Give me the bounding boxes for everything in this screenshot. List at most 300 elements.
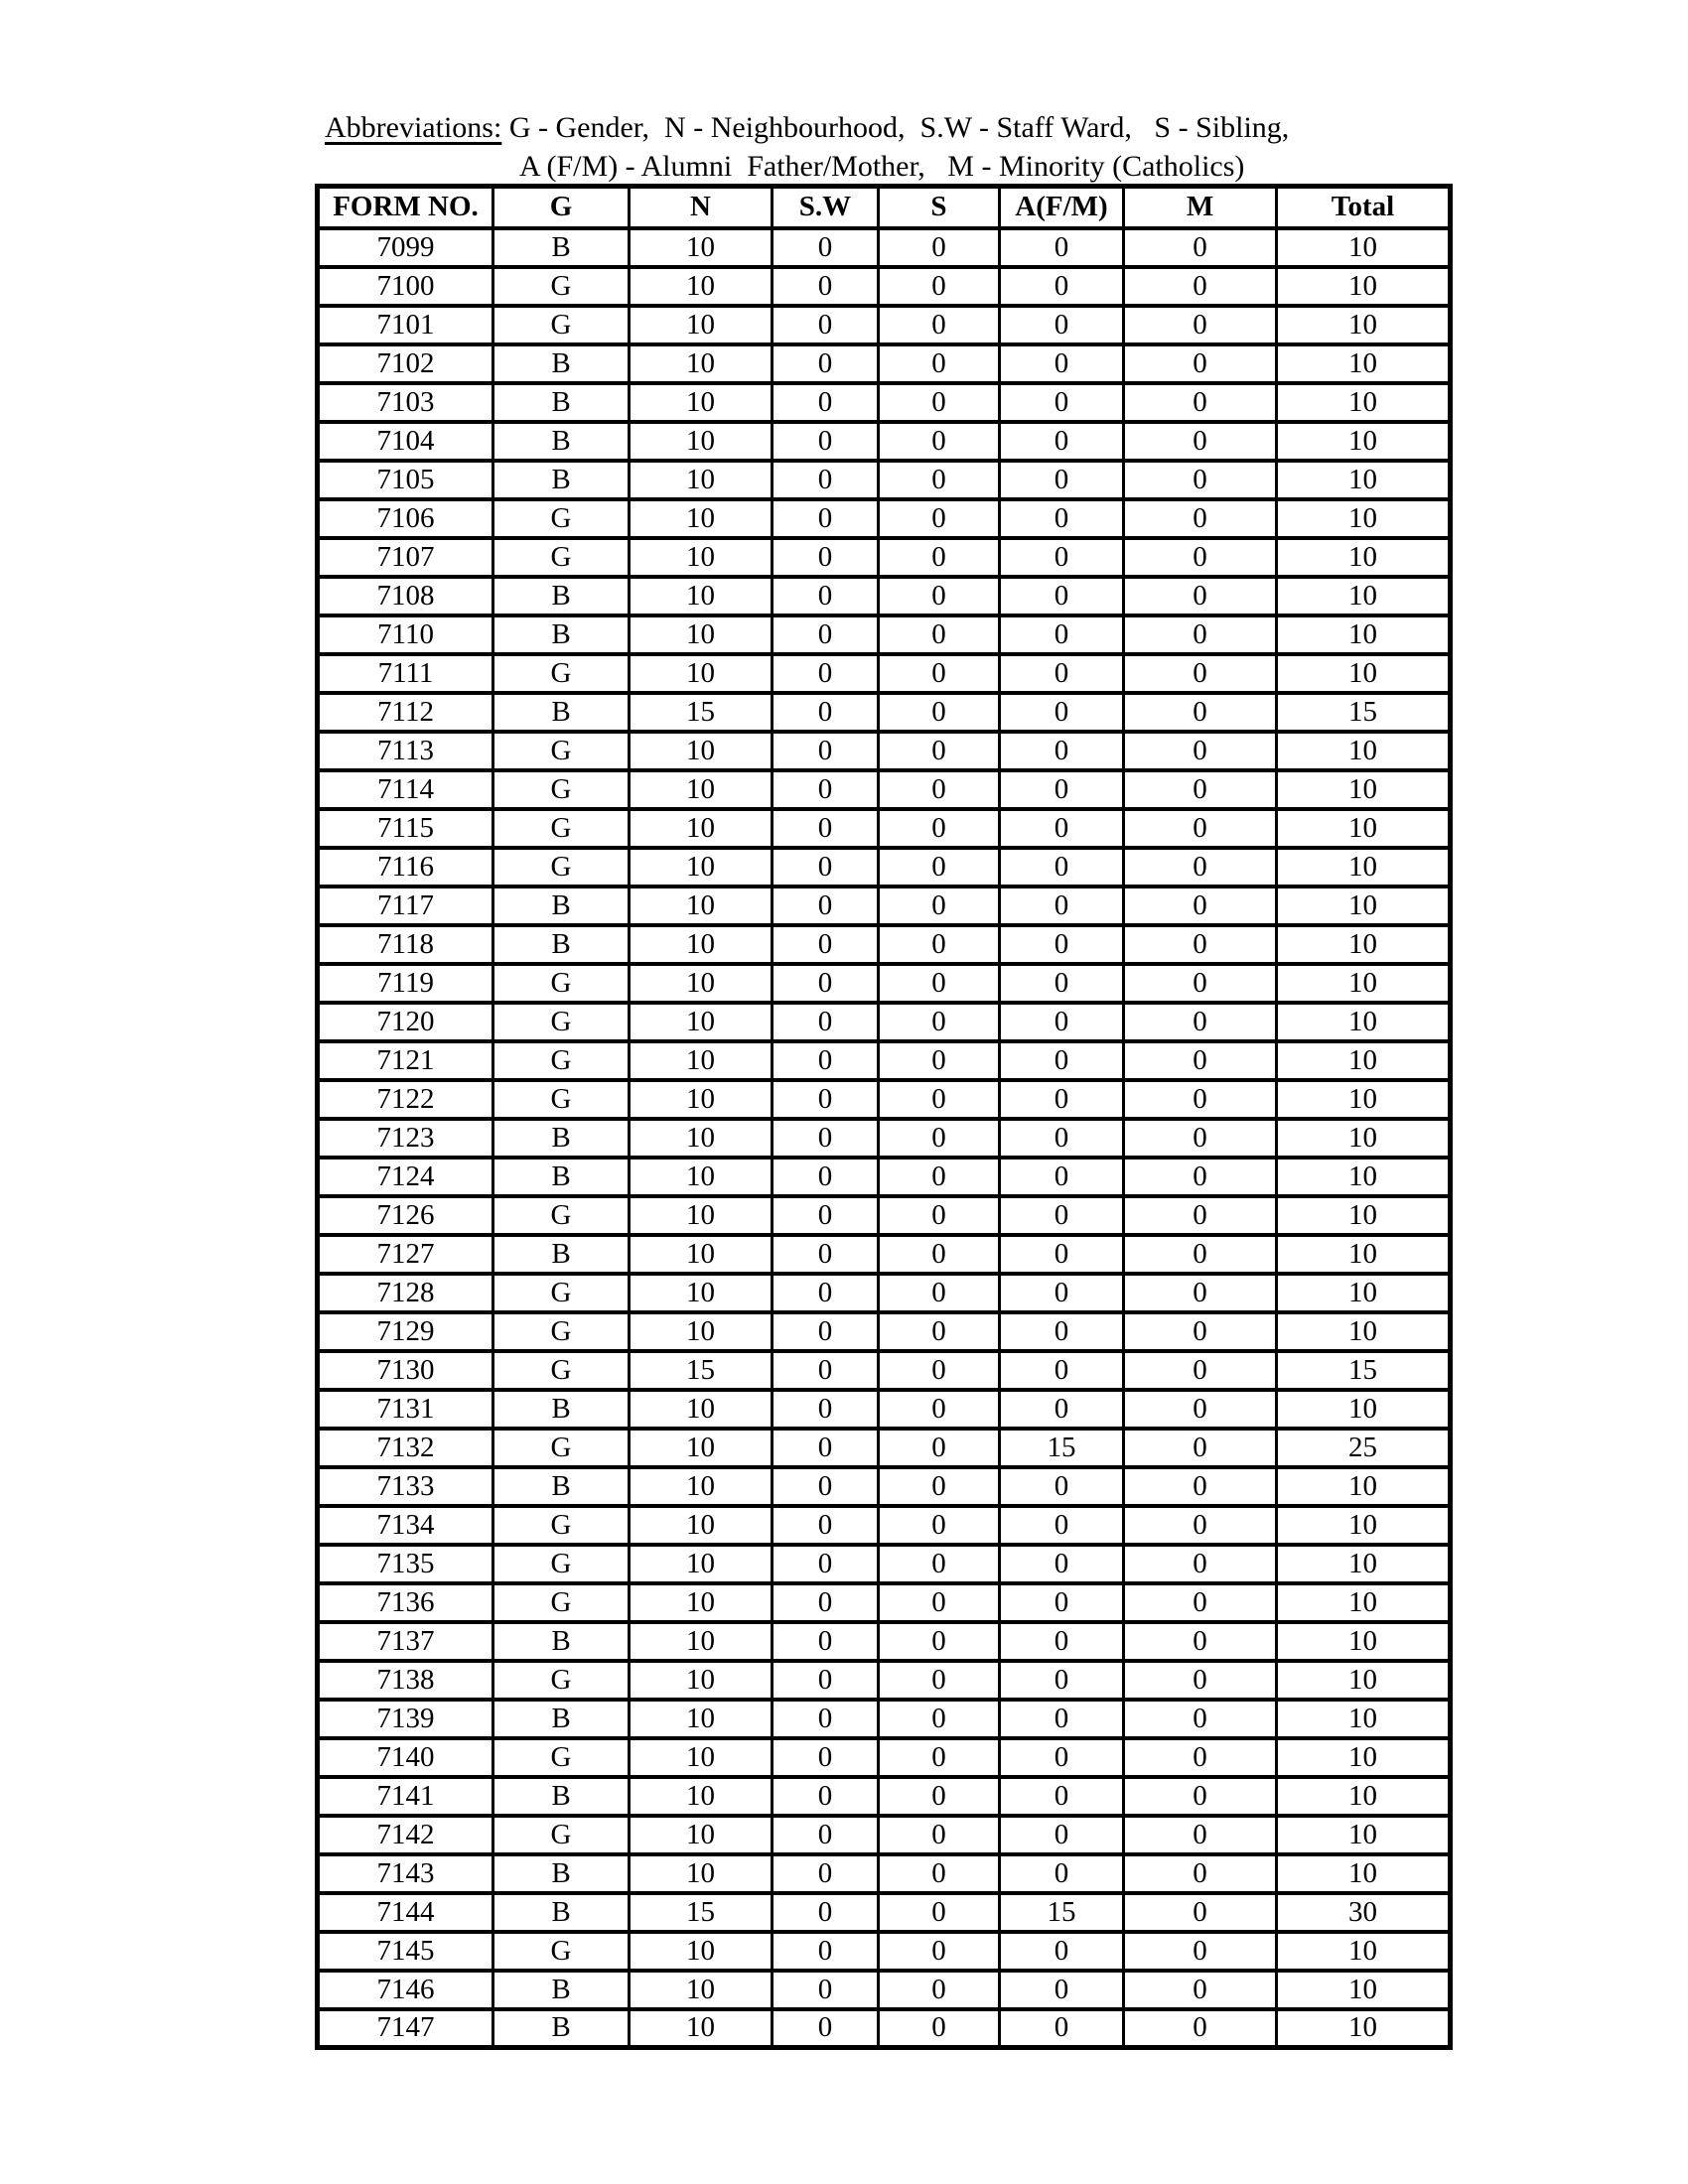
gender-cell: G xyxy=(493,1506,630,1545)
neighbourhood-cell: 10 xyxy=(630,1738,773,1777)
table-row xyxy=(318,1738,1451,1777)
neighbourhood-cell: 15 xyxy=(630,1893,773,1932)
total-cell: 10 xyxy=(1277,344,1451,383)
staff-ward-cell: 0 xyxy=(773,1816,879,1854)
form-no-cell: 7107 xyxy=(318,538,493,577)
sibling-cell: 0 xyxy=(879,344,1000,383)
sibling-cell: 0 xyxy=(879,1777,1000,1816)
alumni-fm-cell: 0 xyxy=(1000,1700,1124,1738)
staff-ward-cell: 0 xyxy=(773,1080,879,1119)
staff-ward-cell: 0 xyxy=(773,615,879,654)
alumni-fm-cell: 0 xyxy=(1000,267,1124,306)
total-cell: 10 xyxy=(1277,1661,1451,1700)
staff-ward-cell: 0 xyxy=(773,228,879,267)
staff-ward-cell: 0 xyxy=(773,1738,879,1777)
staff-ward-cell: 0 xyxy=(773,848,879,887)
table-row xyxy=(318,1080,1451,1119)
sibling-cell: 0 xyxy=(879,848,1000,887)
total-cell: 10 xyxy=(1277,1235,1451,1274)
staff-ward-cell: 0 xyxy=(773,1467,879,1506)
minority-cell: 0 xyxy=(1124,615,1277,654)
sibling-cell: 0 xyxy=(879,964,1000,1003)
total-cell: 10 xyxy=(1277,732,1451,770)
form-no-cell: 7128 xyxy=(318,1274,493,1312)
form-no-cell: 7131 xyxy=(318,1390,493,1429)
sibling-cell: 0 xyxy=(879,2009,1000,2048)
table-row xyxy=(318,1274,1451,1312)
total-cell: 10 xyxy=(1277,887,1451,925)
total-cell: 10 xyxy=(1277,964,1451,1003)
table-row xyxy=(318,770,1451,809)
total-cell: 10 xyxy=(1277,1467,1451,1506)
alumni-fm-cell: 0 xyxy=(1000,1622,1124,1661)
gender-cell: B xyxy=(493,383,630,422)
gender-cell: G xyxy=(493,1661,630,1700)
sibling-cell: 0 xyxy=(879,422,1000,461)
minority-cell: 0 xyxy=(1124,1312,1277,1351)
staff-ward-cell: 0 xyxy=(773,654,879,693)
neighbourhood-cell: 10 xyxy=(630,1854,773,1893)
minority-cell: 0 xyxy=(1124,1816,1277,1854)
form-no-cell: 7142 xyxy=(318,1816,493,1854)
sibling-cell: 0 xyxy=(879,267,1000,306)
total-cell: 10 xyxy=(1277,925,1451,964)
total-cell: 10 xyxy=(1277,306,1451,344)
alumni-fm-cell: 0 xyxy=(1000,422,1124,461)
sibling-cell: 0 xyxy=(879,1080,1000,1119)
minority-cell: 0 xyxy=(1124,1274,1277,1312)
column-header-total: Total xyxy=(1277,187,1451,228)
staff-ward-cell: 0 xyxy=(773,1777,879,1816)
minority-cell: 0 xyxy=(1124,1738,1277,1777)
staff-ward-cell: 0 xyxy=(773,267,879,306)
staff-ward-cell: 0 xyxy=(773,1583,879,1622)
minority-cell: 0 xyxy=(1124,1583,1277,1622)
total-cell: 10 xyxy=(1277,1622,1451,1661)
alumni-fm-cell: 0 xyxy=(1000,1545,1124,1583)
neighbourhood-cell: 10 xyxy=(630,1080,773,1119)
neighbourhood-cell: 10 xyxy=(630,809,773,848)
form-no-cell: 7103 xyxy=(318,383,493,422)
staff-ward-cell: 0 xyxy=(773,1429,879,1467)
sibling-cell: 0 xyxy=(879,1429,1000,1467)
table-row xyxy=(318,1196,1451,1235)
total-cell: 10 xyxy=(1277,1971,1451,2009)
sibling-cell: 0 xyxy=(879,615,1000,654)
minority-cell: 0 xyxy=(1124,1351,1277,1390)
alumni-fm-cell: 0 xyxy=(1000,1506,1124,1545)
sibling-cell: 0 xyxy=(879,887,1000,925)
alumni-fm-cell: 0 xyxy=(1000,809,1124,848)
alumni-fm-cell: 0 xyxy=(1000,306,1124,344)
staff-ward-cell: 0 xyxy=(773,461,879,499)
alumni-fm-cell: 0 xyxy=(1000,1312,1124,1351)
gender-cell: B xyxy=(493,1854,630,1893)
neighbourhood-cell: 10 xyxy=(630,228,773,267)
gender-cell: G xyxy=(493,1080,630,1119)
gender-cell: G xyxy=(493,848,630,887)
total-cell: 10 xyxy=(1277,538,1451,577)
alumni-fm-cell: 0 xyxy=(1000,499,1124,538)
form-no-cell: 7106 xyxy=(318,499,493,538)
alumni-fm-cell: 0 xyxy=(1000,1816,1124,1854)
neighbourhood-cell: 10 xyxy=(630,538,773,577)
sibling-cell: 0 xyxy=(879,1041,1000,1080)
staff-ward-cell: 0 xyxy=(773,1622,879,1661)
minority-cell: 0 xyxy=(1124,383,1277,422)
table-row xyxy=(318,1661,1451,1700)
table-row xyxy=(318,1041,1451,1080)
neighbourhood-cell: 10 xyxy=(630,1622,773,1661)
staff-ward-cell: 0 xyxy=(773,1661,879,1700)
table-row xyxy=(318,1816,1451,1854)
table-row xyxy=(318,383,1451,422)
total-cell: 15 xyxy=(1277,1351,1451,1390)
minority-cell: 0 xyxy=(1124,1854,1277,1893)
table-row xyxy=(318,887,1451,925)
gender-cell: G xyxy=(493,1932,630,1971)
neighbourhood-cell: 10 xyxy=(630,422,773,461)
alumni-fm-cell: 0 xyxy=(1000,1158,1124,1196)
column-header-neighbourhood: N xyxy=(630,187,773,228)
table-row xyxy=(318,1119,1451,1158)
table-row xyxy=(318,1971,1451,2009)
alumni-fm-cell: 0 xyxy=(1000,1119,1124,1158)
gender-cell: B xyxy=(493,1622,630,1661)
form-no-cell: 7117 xyxy=(318,887,493,925)
neighbourhood-cell: 10 xyxy=(630,1119,773,1158)
total-cell: 10 xyxy=(1277,1583,1451,1622)
table-row xyxy=(318,809,1451,848)
staff-ward-cell: 0 xyxy=(773,2009,879,2048)
total-cell: 10 xyxy=(1277,1158,1451,1196)
form-no-cell: 7105 xyxy=(318,461,493,499)
staff-ward-cell: 0 xyxy=(773,1235,879,1274)
form-no-cell: 7113 xyxy=(318,732,493,770)
form-no-cell: 7115 xyxy=(318,809,493,848)
sibling-cell: 0 xyxy=(879,1583,1000,1622)
minority-cell: 0 xyxy=(1124,1700,1277,1738)
total-cell: 10 xyxy=(1277,1932,1451,1971)
total-cell: 10 xyxy=(1277,1545,1451,1583)
neighbourhood-cell: 10 xyxy=(630,1196,773,1235)
gender-cell: G xyxy=(493,1003,630,1041)
gender-cell: B xyxy=(493,615,630,654)
gender-cell: B xyxy=(493,1971,630,2009)
gender-cell: B xyxy=(493,693,630,732)
alumni-fm-cell: 0 xyxy=(1000,1777,1124,1816)
alumni-fm-cell: 0 xyxy=(1000,1041,1124,1080)
staff-ward-cell: 0 xyxy=(773,1545,879,1583)
total-cell: 10 xyxy=(1277,1700,1451,1738)
gender-cell: B xyxy=(493,925,630,964)
gender-cell: B xyxy=(493,422,630,461)
form-no-cell: 7135 xyxy=(318,1545,493,1583)
staff-ward-cell: 0 xyxy=(773,1932,879,1971)
alumni-fm-cell: 0 xyxy=(1000,1196,1124,1235)
alumni-fm-cell: 0 xyxy=(1000,1738,1124,1777)
form-no-cell: 7122 xyxy=(318,1080,493,1119)
form-no-cell: 7127 xyxy=(318,1235,493,1274)
form-no-cell: 7116 xyxy=(318,848,493,887)
neighbourhood-cell: 10 xyxy=(630,1158,773,1196)
total-cell: 10 xyxy=(1277,809,1451,848)
table-row xyxy=(318,1932,1451,1971)
neighbourhood-cell: 10 xyxy=(630,1583,773,1622)
table-row xyxy=(318,1312,1451,1351)
alumni-fm-cell: 0 xyxy=(1000,1390,1124,1429)
form-no-cell: 7141 xyxy=(318,1777,493,1816)
gender-cell: G xyxy=(493,1351,630,1390)
staff-ward-cell: 0 xyxy=(773,1971,879,2009)
minority-cell: 0 xyxy=(1124,848,1277,887)
sibling-cell: 0 xyxy=(879,306,1000,344)
sibling-cell: 0 xyxy=(879,693,1000,732)
alumni-fm-cell: 0 xyxy=(1000,1003,1124,1041)
staff-ward-cell: 0 xyxy=(773,770,879,809)
gender-cell: B xyxy=(493,1777,630,1816)
sibling-cell: 0 xyxy=(879,1932,1000,1971)
neighbourhood-cell: 10 xyxy=(630,1506,773,1545)
staff-ward-cell: 0 xyxy=(773,1390,879,1429)
neighbourhood-cell: 10 xyxy=(630,1003,773,1041)
gender-cell: G xyxy=(493,1274,630,1312)
admission-points-table xyxy=(315,184,1453,2050)
minority-cell: 0 xyxy=(1124,1235,1277,1274)
minority-cell: 0 xyxy=(1124,499,1277,538)
form-no-cell: 7143 xyxy=(318,1854,493,1893)
neighbourhood-cell: 10 xyxy=(630,1932,773,1971)
sibling-cell: 0 xyxy=(879,1738,1000,1777)
gender-cell: G xyxy=(493,499,630,538)
neighbourhood-cell: 10 xyxy=(630,383,773,422)
table-row xyxy=(318,1854,1451,1893)
total-cell: 10 xyxy=(1277,848,1451,887)
minority-cell: 0 xyxy=(1124,654,1277,693)
staff-ward-cell: 0 xyxy=(773,383,879,422)
table-row xyxy=(318,1235,1451,1274)
staff-ward-cell: 0 xyxy=(773,1196,879,1235)
gender-cell: G xyxy=(493,1545,630,1583)
form-no-cell: 7099 xyxy=(318,228,493,267)
sibling-cell: 0 xyxy=(879,1700,1000,1738)
table-row xyxy=(318,693,1451,732)
staff-ward-cell: 0 xyxy=(773,1119,879,1158)
sibling-cell: 0 xyxy=(879,1545,1000,1583)
alumni-fm-cell: 0 xyxy=(1000,925,1124,964)
staff-ward-cell: 0 xyxy=(773,809,879,848)
sibling-cell: 0 xyxy=(879,499,1000,538)
alumni-fm-cell: 0 xyxy=(1000,1661,1124,1700)
staff-ward-cell: 0 xyxy=(773,1893,879,1932)
alumni-fm-cell: 0 xyxy=(1000,344,1124,383)
minority-cell: 0 xyxy=(1124,422,1277,461)
alumni-fm-cell: 0 xyxy=(1000,615,1124,654)
alumni-fm-cell: 0 xyxy=(1000,964,1124,1003)
table-row xyxy=(318,2009,1451,2048)
table-row xyxy=(318,1158,1451,1196)
minority-cell: 0 xyxy=(1124,2009,1277,2048)
form-no-cell: 7110 xyxy=(318,615,493,654)
gender-cell: G xyxy=(493,306,630,344)
neighbourhood-cell: 10 xyxy=(630,1816,773,1854)
total-cell: 10 xyxy=(1277,1080,1451,1119)
neighbourhood-cell: 10 xyxy=(630,1661,773,1700)
minority-cell: 0 xyxy=(1124,1545,1277,1583)
form-no-cell: 7144 xyxy=(318,1893,493,1932)
staff-ward-cell: 0 xyxy=(773,577,879,615)
neighbourhood-cell: 10 xyxy=(630,848,773,887)
gender-cell: B xyxy=(493,1390,630,1429)
gender-cell: B xyxy=(493,1158,630,1196)
table-row xyxy=(318,848,1451,887)
neighbourhood-cell: 10 xyxy=(630,2009,773,2048)
alumni-fm-cell: 0 xyxy=(1000,383,1124,422)
form-no-cell: 7126 xyxy=(318,1196,493,1235)
sibling-cell: 0 xyxy=(879,732,1000,770)
staff-ward-cell: 0 xyxy=(773,1003,879,1041)
column-header-alumni-fm: A(F/M) xyxy=(1000,187,1124,228)
neighbourhood-cell: 10 xyxy=(630,654,773,693)
minority-cell: 0 xyxy=(1124,1661,1277,1700)
sibling-cell: 0 xyxy=(879,1661,1000,1700)
minority-cell: 0 xyxy=(1124,306,1277,344)
form-no-cell: 7123 xyxy=(318,1119,493,1158)
gender-cell: G xyxy=(493,1738,630,1777)
minority-cell: 0 xyxy=(1124,1506,1277,1545)
minority-cell: 0 xyxy=(1124,809,1277,848)
form-no-cell: 7139 xyxy=(318,1700,493,1738)
minority-cell: 0 xyxy=(1124,267,1277,306)
abbreviations-line1-text: G - Gender, N - Neighbourhood, S.W - Staff Ward, S - Sibling, xyxy=(501,111,1290,144)
staff-ward-cell: 0 xyxy=(773,422,879,461)
sibling-cell: 0 xyxy=(879,1506,1000,1545)
total-cell: 10 xyxy=(1277,615,1451,654)
gender-cell: B xyxy=(493,887,630,925)
form-no-cell: 7120 xyxy=(318,1003,493,1041)
minority-cell: 0 xyxy=(1124,577,1277,615)
neighbourhood-cell: 10 xyxy=(630,770,773,809)
sibling-cell: 0 xyxy=(879,1312,1000,1351)
neighbourhood-cell: 10 xyxy=(630,577,773,615)
sibling-cell: 0 xyxy=(879,1467,1000,1506)
alumni-fm-cell: 0 xyxy=(1000,1932,1124,1971)
staff-ward-cell: 0 xyxy=(773,306,879,344)
alumni-fm-cell: 0 xyxy=(1000,1467,1124,1506)
neighbourhood-cell: 10 xyxy=(630,1971,773,2009)
total-cell: 10 xyxy=(1277,267,1451,306)
neighbourhood-cell: 10 xyxy=(630,1700,773,1738)
table-row xyxy=(318,1390,1451,1429)
minority-cell: 0 xyxy=(1124,1777,1277,1816)
total-cell: 10 xyxy=(1277,577,1451,615)
sibling-cell: 0 xyxy=(879,461,1000,499)
staff-ward-cell: 0 xyxy=(773,925,879,964)
staff-ward-cell: 0 xyxy=(773,1041,879,1080)
staff-ward-cell: 0 xyxy=(773,1351,879,1390)
column-header-sibling: S xyxy=(879,187,1000,228)
form-no-cell: 7100 xyxy=(318,267,493,306)
minority-cell: 0 xyxy=(1124,732,1277,770)
neighbourhood-cell: 10 xyxy=(630,1545,773,1583)
table-row xyxy=(318,925,1451,964)
neighbourhood-cell: 10 xyxy=(630,267,773,306)
neighbourhood-cell: 10 xyxy=(630,306,773,344)
form-no-cell: 7121 xyxy=(318,1041,493,1080)
gender-cell: G xyxy=(493,1041,630,1080)
staff-ward-cell: 0 xyxy=(773,1854,879,1893)
alumni-fm-cell: 15 xyxy=(1000,1429,1124,1467)
alumni-fm-cell: 0 xyxy=(1000,732,1124,770)
minority-cell: 0 xyxy=(1124,1041,1277,1080)
sibling-cell: 0 xyxy=(879,654,1000,693)
staff-ward-cell: 0 xyxy=(773,1158,879,1196)
minority-cell: 0 xyxy=(1124,693,1277,732)
total-cell: 10 xyxy=(1277,1816,1451,1854)
gender-cell: B xyxy=(493,461,630,499)
minority-cell: 0 xyxy=(1124,964,1277,1003)
sibling-cell: 0 xyxy=(879,1622,1000,1661)
gender-cell: B xyxy=(493,1893,630,1932)
sibling-cell: 0 xyxy=(879,1235,1000,1274)
neighbourhood-cell: 10 xyxy=(630,615,773,654)
minority-cell: 0 xyxy=(1124,1196,1277,1235)
table-row xyxy=(318,1777,1451,1816)
table-row xyxy=(318,1622,1451,1661)
staff-ward-cell: 0 xyxy=(773,499,879,538)
staff-ward-cell: 0 xyxy=(773,1700,879,1738)
alumni-fm-cell: 0 xyxy=(1000,577,1124,615)
form-no-cell: 7104 xyxy=(318,422,493,461)
form-no-cell: 7130 xyxy=(318,1351,493,1390)
table-row xyxy=(318,1351,1451,1390)
neighbourhood-cell: 10 xyxy=(630,344,773,383)
staff-ward-cell: 0 xyxy=(773,344,879,383)
table-row xyxy=(318,615,1451,654)
minority-cell: 0 xyxy=(1124,1893,1277,1932)
total-cell: 10 xyxy=(1277,1777,1451,1816)
neighbourhood-cell: 10 xyxy=(630,1429,773,1467)
table-row xyxy=(318,538,1451,577)
table-row xyxy=(318,577,1451,615)
neighbourhood-cell: 10 xyxy=(630,1274,773,1312)
alumni-fm-cell: 0 xyxy=(1000,461,1124,499)
gender-cell: B xyxy=(493,1700,630,1738)
total-cell: 10 xyxy=(1277,1738,1451,1777)
neighbourhood-cell: 10 xyxy=(630,887,773,925)
minority-cell: 0 xyxy=(1124,228,1277,267)
gender-cell: G xyxy=(493,732,630,770)
gender-cell: B xyxy=(493,2009,630,2048)
total-cell: 10 xyxy=(1277,1041,1451,1080)
gender-cell: G xyxy=(493,1583,630,1622)
total-cell: 10 xyxy=(1277,228,1451,267)
neighbourhood-cell: 10 xyxy=(630,461,773,499)
alumni-fm-cell: 0 xyxy=(1000,770,1124,809)
minority-cell: 0 xyxy=(1124,770,1277,809)
gender-cell: G xyxy=(493,538,630,577)
neighbourhood-cell: 15 xyxy=(630,693,773,732)
form-no-cell: 7111 xyxy=(318,654,493,693)
column-header-gender: G xyxy=(493,187,630,228)
total-cell: 10 xyxy=(1277,499,1451,538)
form-no-cell: 7132 xyxy=(318,1429,493,1467)
table-row xyxy=(318,1893,1451,1932)
staff-ward-cell: 0 xyxy=(773,1312,879,1351)
minority-cell: 0 xyxy=(1124,1080,1277,1119)
alumni-fm-cell: 0 xyxy=(1000,1235,1124,1274)
neighbourhood-cell: 10 xyxy=(630,1777,773,1816)
